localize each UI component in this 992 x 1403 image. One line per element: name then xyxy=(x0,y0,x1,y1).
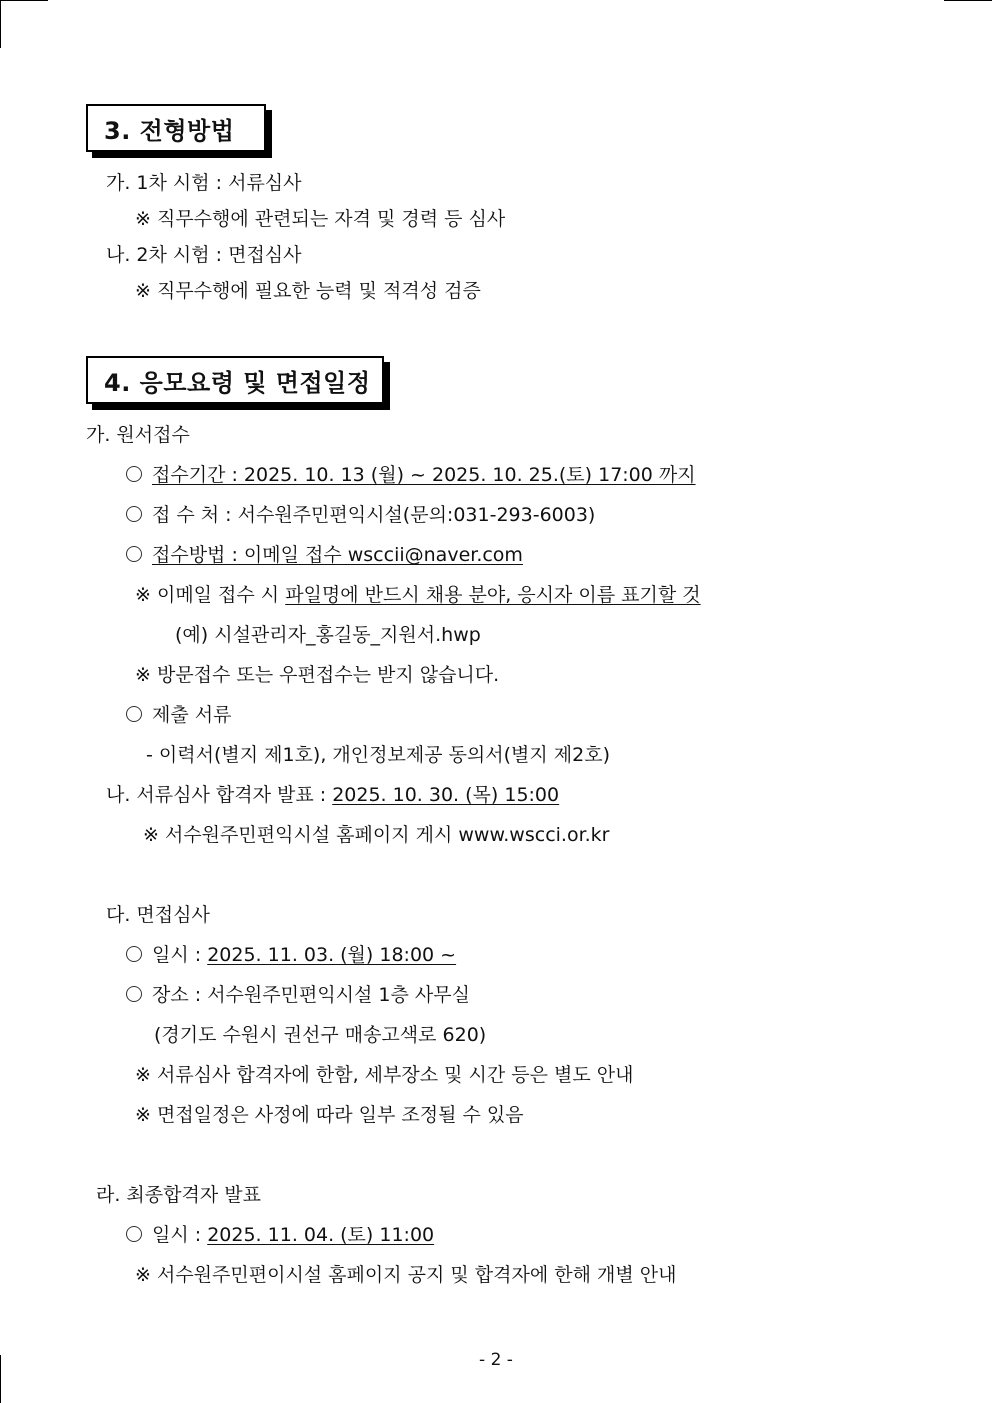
circle-bullet-icon xyxy=(126,546,142,562)
sec3-item-a-note: ※ 직무수행에 관련되는 자격 및 경력 등 심사 xyxy=(135,208,506,230)
sec3-item-a: 가. 1차 시험 : 서류심사 xyxy=(106,172,302,194)
method-row xyxy=(126,543,523,567)
crop-mark-tr-h xyxy=(944,0,992,1)
da-date-label: 일시 : xyxy=(152,944,208,966)
da-note-2: ※ 면접일정은 사정에 따라 일부 조정될 수 있음 xyxy=(135,1104,524,1126)
place-text: 접 수 처 : 서수원주민편익시설(문의:031-293-6003) xyxy=(152,504,596,526)
ra-date-label: 일시 : xyxy=(152,1224,208,1246)
ra-date: 2025. 11. 04. (토) 11:00 xyxy=(207,1224,435,1246)
mail-note xyxy=(135,583,701,607)
page-number: - 2 - xyxy=(479,1350,513,1370)
sec4-da: 다. 면접심사 xyxy=(106,904,210,926)
na-note: ※ 서수원주민편익시설 홈페이지 게시 www.wscci.or.kr xyxy=(143,824,610,846)
visit-note: ※ 방문접수 또는 우편접수는 받지 않습니다. xyxy=(135,664,500,686)
sec3-item-b-note: ※ 직무수행에 필요한 능력 및 적격성 검증 xyxy=(135,280,481,302)
docs-row xyxy=(126,703,231,727)
circle-bullet-icon xyxy=(126,1226,142,1242)
crop-mark-tl-v xyxy=(0,0,1,48)
crop-mark-tl-h xyxy=(0,0,48,1)
da-address: (경기도 수원시 권선구 매송고색로 620) xyxy=(154,1024,487,1046)
da-date: 2025. 11. 03. (월) 18:00 ~ xyxy=(207,944,457,966)
na-label: 나. 서류심사 합격자 발표 : xyxy=(106,784,333,806)
da-place-text: 장소 : 서수원주민편익시설 1층 사무실 xyxy=(152,984,470,1006)
filename-example: (예) 시설관리자_홍길동_지원서.hwp xyxy=(175,624,481,646)
circle-bullet-icon xyxy=(126,986,142,1002)
mail-note-underlined: 파일명에 반드시 채용 분야, 응시자 이름 표기할 것 xyxy=(285,584,701,606)
period-row xyxy=(126,463,696,487)
da-date-row xyxy=(126,943,456,967)
circle-bullet-icon xyxy=(126,506,142,522)
ra-note: ※ 서수원주민편이시설 홈페이지 공지 및 합격자에 한해 개별 안내 xyxy=(135,1264,677,1286)
section-4-title: 4. 응모요령 및 면접일정 xyxy=(86,356,384,404)
sec4-ga: 가. 원서접수 xyxy=(86,424,190,446)
da-note-1: ※ 서류심사 합격자에 한함, 세부장소 및 시간 등은 별도 안내 xyxy=(135,1064,634,1086)
ra-date-row xyxy=(126,1223,434,1247)
period-text: 접수기간 : 2025. 10. 13 (월) ~ 2025. 10. 25.(토) 17:00 까지 xyxy=(152,464,696,486)
place-row xyxy=(126,503,595,527)
mail-note-prefix: ※ 이메일 접수 시 xyxy=(135,584,286,606)
sec4-ra: 라. 최종합격자 발표 xyxy=(96,1184,261,1206)
circle-bullet-icon xyxy=(126,946,142,962)
sec4-na xyxy=(106,783,559,807)
docs-text: 제출 서류 xyxy=(152,704,232,726)
na-date: 2025. 10. 30. (목) 15:00 xyxy=(332,784,560,806)
docs-list: - 이력서(별지 제1호), 개인정보제공 동의서(별지 제2호) xyxy=(146,744,611,766)
method-text: 접수방법 : 이메일 접수 wsccii@naver.com xyxy=(152,544,523,566)
sec3-item-b: 나. 2차 시험 : 면접심사 xyxy=(106,244,302,266)
da-place-row xyxy=(126,983,470,1007)
circle-bullet-icon xyxy=(126,466,142,482)
circle-bullet-icon xyxy=(126,706,142,722)
section-3-title: 3. 전형방법 xyxy=(86,104,266,152)
